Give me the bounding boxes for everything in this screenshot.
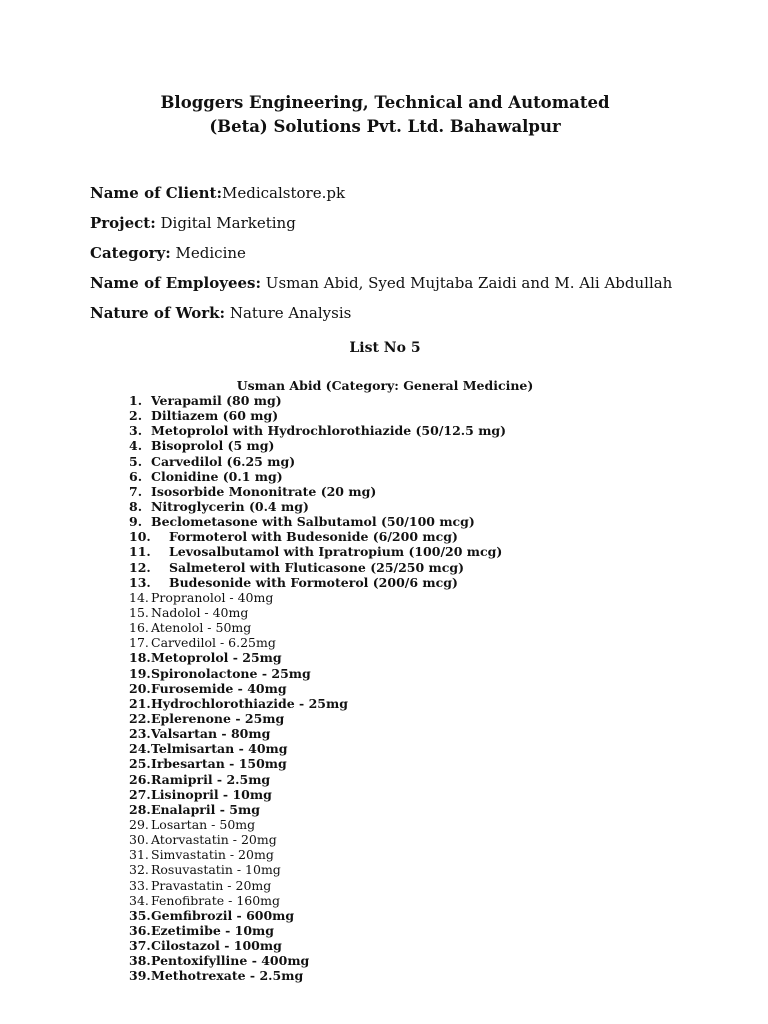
- list-item: [90, 938, 680, 953]
- list-item-text: Atenolol - 50mg: [151, 620, 252, 636]
- section-heading: Usman Abid (Category: General Medicine): [236, 378, 534, 393]
- list-item-text: Bisoprolol (5 mg): [151, 438, 275, 454]
- list-item: [90, 862, 680, 877]
- list-item: [90, 953, 680, 968]
- list-item: [90, 681, 680, 696]
- company-title-line-1: Bloggers Engineering, Technical and Automated: [160, 93, 610, 112]
- client-value: Medicalstore.pk: [222, 184, 346, 202]
- list-item-number: 11.: [129, 544, 151, 560]
- list-item: [90, 454, 680, 469]
- list-item: [90, 787, 680, 802]
- list-item-text: Diltiazem (60 mg): [151, 408, 279, 424]
- list-item: [90, 711, 680, 726]
- employees-field: [90, 274, 680, 293]
- list-item: [90, 878, 680, 893]
- list-item-number: 9.: [129, 514, 143, 530]
- category-field: [90, 244, 680, 263]
- list-item: [90, 650, 680, 665]
- list-item-number: 22.: [129, 710, 151, 726]
- list-item: [90, 832, 680, 847]
- list-item-number: 26.: [129, 771, 151, 787]
- list-item-text: Gemfibrozil - 600mg: [151, 907, 295, 923]
- list-item-number: 4.: [129, 438, 143, 454]
- company-title-line-2: (Beta) Solutions Pvt. Ltd. Bahawalpur: [209, 117, 561, 136]
- nature-of-work-value: Nature Analysis: [225, 304, 352, 322]
- list-item-text: Pravastatin - 20mg: [151, 877, 272, 893]
- list-item-number: 39.: [129, 968, 151, 984]
- list-item: [90, 923, 680, 938]
- list-item-number: 28.: [129, 801, 151, 817]
- list-item: [90, 635, 680, 650]
- client-label: Name of Client:: [90, 184, 222, 202]
- list-item: [90, 666, 680, 681]
- project-field: [90, 214, 680, 233]
- list-item-text: Propranolol - 40mg: [151, 589, 274, 605]
- list-item-number: 12.: [129, 559, 151, 575]
- list-item-text: Metoprolol with Hydrochlorothiazide (50/12.5 mg): [151, 423, 507, 439]
- list-item-text: Simvastatin - 20mg: [151, 847, 274, 863]
- list-item-text: Atorvastatin - 20mg: [151, 832, 277, 848]
- list-item-number: 25.: [129, 756, 151, 772]
- project-value: Digital Marketing: [155, 214, 296, 232]
- list-item-text: Hydrochlorothiazide - 25mg: [151, 695, 348, 711]
- list-item: [90, 605, 680, 620]
- list-item-text: Methotrexate - 2.5mg: [151, 968, 304, 984]
- list-item: [90, 620, 680, 635]
- list-item: [90, 484, 680, 499]
- list-item: [90, 756, 680, 771]
- list-item-number: 5.: [129, 453, 143, 469]
- employees-value: Usman Abid, Syed Mujtaba Zaidi and M. Ali Abdullah: [261, 274, 673, 292]
- list-item-number: 29.: [129, 816, 149, 832]
- list-item-number: 13.: [129, 574, 151, 590]
- list-item-number: 14.: [129, 589, 149, 605]
- list-item-number: 34.: [129, 892, 149, 908]
- list-item-text: Ezetimibe - 10mg: [151, 922, 275, 938]
- list-item: [90, 893, 680, 908]
- list-item-number: 21.: [129, 695, 151, 711]
- category-label: Category:: [90, 244, 171, 262]
- list-item: [90, 499, 680, 514]
- nature-of-work-field: [90, 304, 680, 323]
- list-item-text: Cilostazol - 100mg: [151, 938, 282, 954]
- client-field: [90, 184, 680, 203]
- list-item: [90, 817, 680, 832]
- list-item-number: 7.: [129, 483, 143, 499]
- list-item-number: 37.: [129, 938, 151, 954]
- list-item-text: Ramipril - 2.5mg: [151, 771, 271, 787]
- list-item-number: 31.: [129, 847, 149, 863]
- list-item-number: 36.: [129, 922, 151, 938]
- list-item-text: Pentoxifylline - 400mg: [151, 953, 310, 969]
- list-item: [90, 741, 680, 756]
- list-item: [90, 802, 680, 817]
- list-number-heading: List No 5: [349, 340, 421, 356]
- list-item-number: 15.: [129, 604, 149, 620]
- category-value: Medicine: [170, 244, 246, 262]
- list-item-number: 6.: [129, 468, 143, 484]
- list-item-text: Metoprolol - 25mg: [151, 650, 282, 666]
- list-item-text: Verapamil (80 mg): [151, 393, 282, 408]
- list-item-number: 38.: [129, 953, 151, 969]
- list-item-number: 35.: [129, 907, 151, 923]
- project-label: Project:: [90, 214, 156, 232]
- list-item: [90, 438, 680, 453]
- list-item-number: 33.: [129, 877, 149, 893]
- employees-label: Name of Employees:: [90, 274, 262, 292]
- list-item-number: 16.: [129, 620, 149, 636]
- list-item-number: 2.: [129, 408, 143, 424]
- list-item: [90, 772, 680, 787]
- list-item-text: Telmisartan - 40mg: [151, 741, 288, 757]
- list-item-text: Budesonide with Formoterol (200/6 mcg): [169, 574, 458, 590]
- list-item-number: 3.: [129, 423, 143, 439]
- list-item: [90, 726, 680, 741]
- nature-of-work-label: Nature of Work:: [90, 304, 226, 322]
- list-item: [90, 469, 680, 484]
- list-item: [90, 696, 680, 711]
- list-item-number: 10.: [129, 529, 151, 545]
- list-item-number: 19.: [129, 665, 151, 681]
- list-item-text: Rosuvastatin - 10mg: [151, 862, 281, 878]
- list-item-text: Irbesartan - 150mg: [151, 756, 287, 772]
- list-item: [90, 575, 680, 590]
- list-item-text: Clonidine (0.1 mg): [151, 468, 283, 484]
- medicine-list: [90, 393, 680, 983]
- list-item-text: Nadolol - 40mg: [151, 604, 249, 620]
- list-item-number: 32.: [129, 862, 149, 878]
- list-item-text: Carvedilol (6.25 mg): [151, 453, 296, 469]
- list-item: [90, 908, 680, 923]
- list-item-number: 18.: [129, 650, 151, 666]
- list-item: [90, 423, 680, 438]
- list-item-text: Losartan - 50mg: [151, 816, 256, 832]
- list-item-text: Carvedilol - 6.25mg: [151, 635, 276, 651]
- list-item: [90, 408, 680, 423]
- list-item-number: 23.: [129, 726, 151, 742]
- list-item-text: Lisinopril - 10mg: [151, 786, 272, 802]
- list-item-text: Isosorbide Mononitrate (20 mg): [151, 483, 377, 499]
- list-item-number: 24.: [129, 741, 151, 757]
- list-item: [90, 968, 680, 983]
- list-item-text: Nitroglycerin (0.4 mg): [151, 498, 309, 514]
- list-item-number: 8.: [129, 498, 143, 514]
- list-item: [90, 847, 680, 862]
- list-item: [90, 393, 680, 408]
- list-item-text: Fenofibrate - 160mg: [151, 892, 281, 908]
- list-item-text: Valsartan - 80mg: [151, 726, 271, 742]
- list-item-number: 1.: [129, 393, 143, 408]
- list-item: [90, 544, 680, 559]
- list-item-text: Furosemide - 40mg: [151, 680, 287, 696]
- list-item-number: 27.: [129, 786, 151, 802]
- list-item-text: Beclometasone with Salbutamol (50/100 mcg): [151, 514, 475, 530]
- list-item: [90, 590, 680, 605]
- list-item-text: Spironolactone - 25mg: [151, 665, 311, 681]
- list-item-text: Formoterol with Budesonide (6/200 mcg): [169, 529, 458, 545]
- list-item-text: Levosalbutamol with Ipratropium (100/20 mcg): [169, 544, 503, 560]
- list-item-number: 20.: [129, 680, 151, 696]
- list-item-text: Salmeterol with Fluticasone (25/250 mcg): [169, 559, 465, 575]
- list-item: [90, 560, 680, 575]
- list-item-number: 30.: [129, 832, 149, 848]
- list-item-text: Enalapril - 5mg: [151, 801, 260, 817]
- company-title: [90, 91, 680, 139]
- list-item-text: Eplerenone - 25mg: [151, 710, 285, 726]
- list-item: [90, 529, 680, 544]
- list-item: [90, 514, 680, 529]
- list-item-number: 17.: [129, 635, 149, 651]
